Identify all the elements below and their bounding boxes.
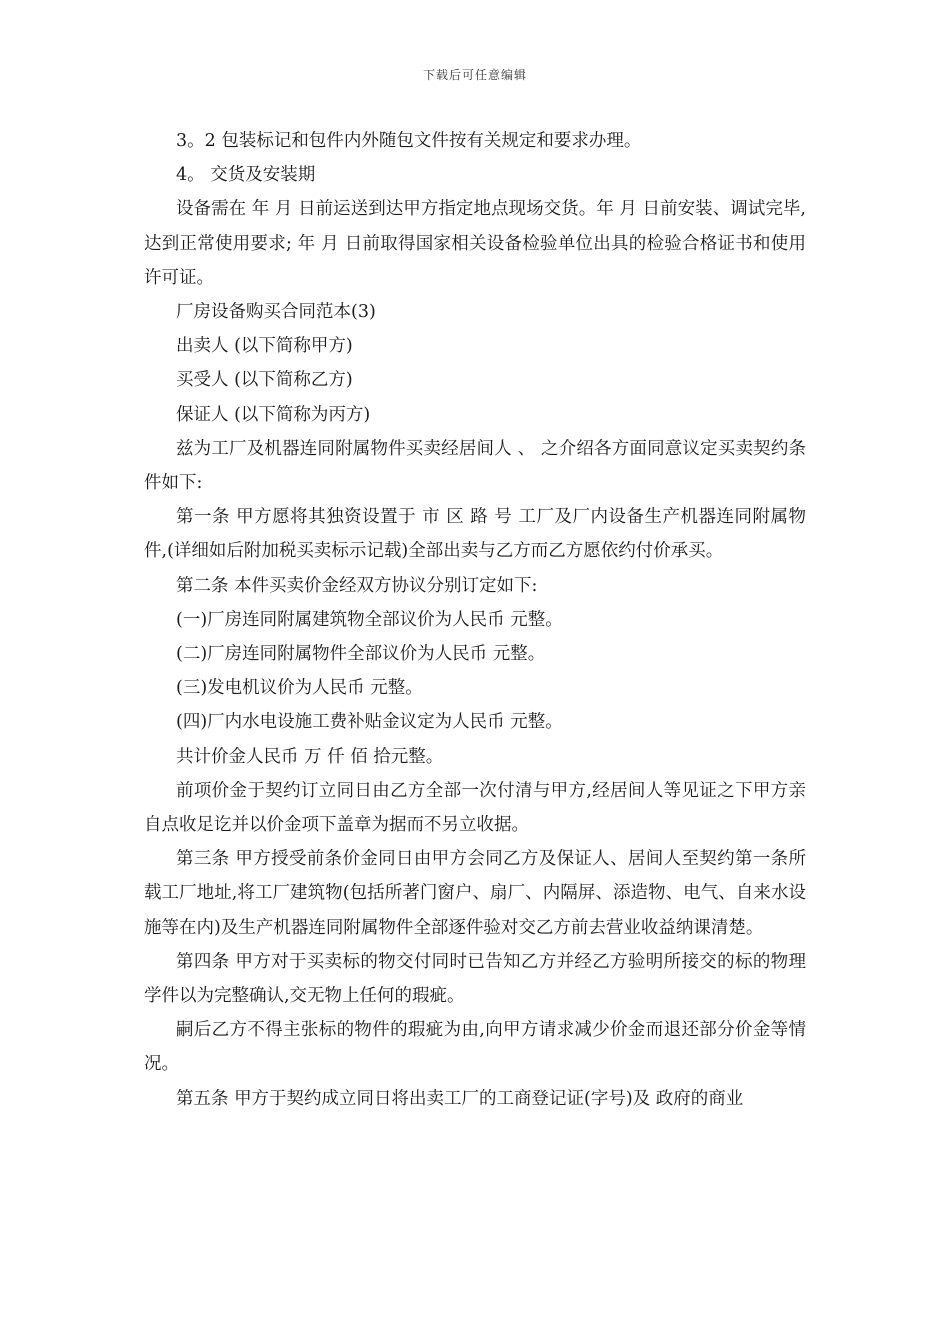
paragraph-seller: 出卖人 (以下简称甲方) — [176, 336, 353, 357]
paragraph-article-1: 第一条 甲方愿将其独资设置于 市 区 路 号 工厂及厂内设备生产机器连同附属物件,(详细如后附加税买卖标示记载)全部出卖与乙方而乙方愿依约付价承买。 — [144, 507, 806, 562]
paragraph-preamble: 兹为工厂及机器连同附属物件买卖经居间人 、 之介绍各方面同意议定买卖契约条件如下: — [144, 438, 806, 494]
paragraph-article-5: 第五条 甲方于契约成立同日将出卖工厂的工商登记证(字号)及 政府的商业 — [176, 1088, 744, 1109]
paragraph-delivery-terms: 设备需在 年 月 日前运送到达甲方指定地点现场交货。年 月 日前安装、调试完毕,达到正常使用要求; 年 月 日前取得国家相关设备检验单位出具的检验合格证书和使用许可证。 — [144, 199, 806, 288]
document-body — [144, 124, 806, 1116]
paragraph-price-item-4: (四)厂内水电设施工费补贴金议定为人民币 元整。 — [176, 712, 563, 733]
paragraph-price-total: 共计价金人民币 万 仟 佰 拾元整。 — [176, 746, 444, 767]
paragraph-defects: 嗣后乙方不得主张标的物件的瑕疵为由,向甲方请求减少价金而退还部分价金等情况。 — [144, 1020, 806, 1075]
page-header: 下载后可任意编辑 — [422, 68, 527, 82]
paragraph-buyer: 买受人 (以下简称乙方) — [176, 370, 353, 391]
paragraph-delivery-heading: 4。 交货及安装期 — [176, 165, 316, 186]
paragraph-contract-title: 厂房设备购买合同范本(3) — [176, 302, 376, 323]
paragraph-guarantor: 保证人 (以下简称为丙方) — [176, 404, 371, 425]
paragraph-price-item-2: (二)厂房连同附属物件全部议价为人民币 元整。 — [176, 644, 546, 665]
paragraph-price-item-3: (三)发电机议价为人民币 元整。 — [176, 678, 423, 699]
paragraph-price-item-1: (一)厂房连同附属建筑物全部议价为人民币 元整。 — [176, 609, 563, 630]
paragraph-article-2: 第二条 本件买卖价金经双方协议分别订定如下: — [176, 575, 538, 596]
paragraph-packaging-marks: 3。2 包装标记和包件内外随包文件按有关规定和要求办理。 — [176, 131, 642, 151]
paragraph-payment: 前项价金于契约订立同日由乙方全部一次付清与甲方,经居间人等见证之下甲方亲自点收足讫并以价金项下盖章为据而不另立收据。 — [144, 780, 806, 836]
paragraph-article-4: 第四条 甲方对于买卖标的物交付同时已告知乙方并经乙方验明所接交的标的物理学件以为完整确认,交无物上任何的瑕疵。 — [144, 951, 806, 1007]
paragraph-article-3: 第三条 甲方授受前条价金同日由甲方会同乙方及保证人、居间人至契约第一条所载工厂地址,将工厂建筑物(包括所著门窗户、扇厂、内隔屏、添造物、电气、自来水设施等在内)及生产机器连同附属物件全部逐件验对交乙方前去营业收益纳课清楚。 — [144, 849, 806, 938]
